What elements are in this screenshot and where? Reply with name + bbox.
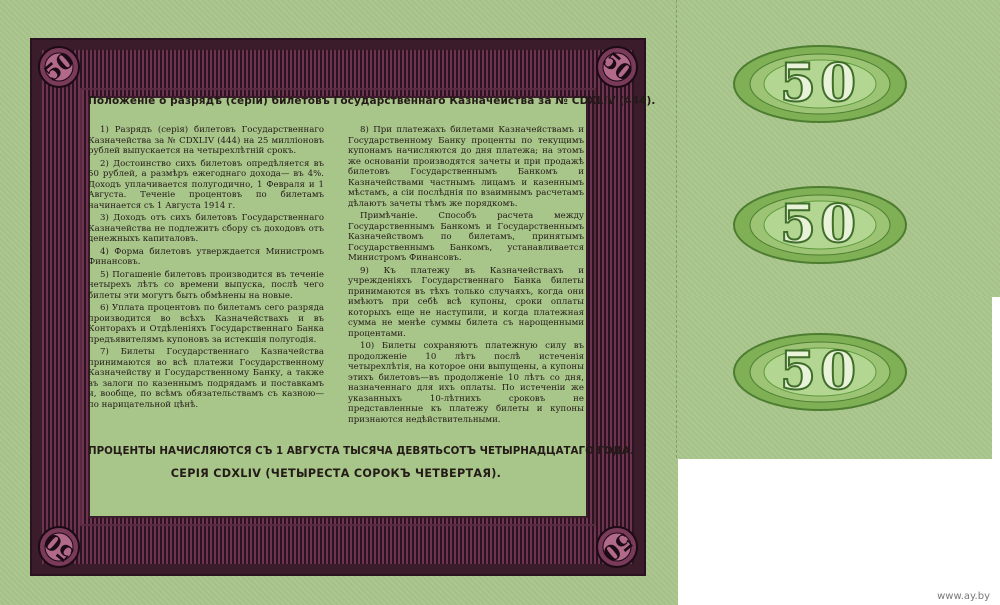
- regulation-paragraph: 2) Достоинство сихъ билетовъ опредѣляется въ 50 рублей, а размѣръ ежегоднаго дохода— въ 4%. Доходъ уплачивается полугодично, 1 Февраля и 1 Августа. Теченiе процентовъ по билетамъ начинается съ 1 Августа 1914 г.: [88, 158, 324, 211]
- regulation-paragraph: 5) Погашенiе билетовъ производится въ теченiе четырехъ лѣтъ со времени выпуска, послѣ чего билеты эти могутъ быть обмѣнены на новые.: [88, 269, 324, 301]
- regulation-paragraph: 6) Уплата процентовъ по билетамъ сего разряда производится во всѣхъ Казначействахъ и въ Конторахъ и Отдѣленiяхъ Государственнаго Банка предъявителямъ купоновъ за истекшiя полугодiя.: [88, 303, 324, 345]
- corner-value-bottom-right: 50: [592, 522, 642, 572]
- coupon-50-2: [731, 183, 909, 267]
- coupon-50-3: [731, 330, 909, 414]
- corner-value-top-left: 50: [34, 42, 84, 92]
- regulation-paragraph: 7) Билеты Государственнаго Казначейства принимаются во всѣ платежи Государственному Казначейству и Государственному Банку, а также въ залоги по казеннымъ подрядамъ и поставкамъ и, вообще, по всѣмъ обязательствамъ съ казною—по нарицательной цѣнѣ.: [88, 347, 324, 410]
- interest-start-line: ПРОЦЕНТЫ НАЧИСЛЯЮТСЯ СЪ 1 АВГУСТА ТЫСЯЧА ДЕВЯТЬСОТЪ ЧЕТЫРНАДЦАТАГО ГОДА.: [88, 445, 634, 457]
- perforation-line: [676, 0, 677, 458]
- regulation-paragraph: 10) Билеты сохраняютъ платежную силу въ продолженiе 10 лѣтъ послѣ истеченiя четырехлѣтiя, на которое они выпущены, а купоны этихъ билетовъ—въ продолженiе 10 лѣтъ со дня, назначеннаго для ихъ оплаты. По истеченiи же указанныхъ 10-лѣтнихъ сроковъ не представленные къ платежу билеты и купоны признаются недѣйствительными.: [348, 341, 584, 425]
- regulation-paragraph: 1) Разрядъ (серiя) билетовъ Государственнаго Казначейства за № CDXLIV (444) на 25 миллiоновъ рублей выпускается на четырехлѣтнiй срокъ.: [88, 125, 324, 156]
- regulation-text: [88, 95, 656, 535]
- coupon-value: 50: [779, 341, 861, 402]
- corner-value-bottom-left: 50: [34, 522, 84, 572]
- site-watermark: www.ay.by: [937, 591, 990, 602]
- regulation-left-column: [88, 125, 324, 427]
- regulation-paragraph: 3) Доходъ отъ сихъ билетовъ Государственнаго Казначейства не подлежитъ сбору съ доходовъ отъ денежныхъ капиталовъ.: [88, 213, 324, 244]
- regulation-paragraph: 4) Форма билетовъ утверждается Министромъ Финансовъ.: [88, 246, 324, 267]
- coupon-50-1: [731, 42, 909, 126]
- coupon-value: 50: [779, 194, 861, 255]
- regulation-columns: [88, 125, 584, 427]
- regulation-paragraph: 9) Къ платежу въ Казначействахъ и учрежденiяхъ Государственнаго Банка билеты принимаются въ тѣхъ только случаяхъ, когда они имѣютъ при себѣ всѣ купоны, сроки оплаты которыхъ еще не наступили, и когда платежная сумма не менѣе суммы билета съ нарощенными процентами.: [348, 265, 584, 339]
- series-line: СЕРIЯ CDXLIV (ЧЕТЫРЕСТА СОРОКЪ ЧЕТВЕРТАЯ).: [170, 467, 502, 480]
- regulation-paragraph: Примѣчанiе. Способъ расчета между Государственнымъ Банкомъ и Государственнымъ Казначействомъ по билетамъ, принятымъ Государственнымъ Банкомъ, устанавливается Министромъ Финансовъ.: [348, 211, 584, 263]
- coupon-value: 50: [779, 53, 861, 114]
- regulation-heading: Положенiе о разрядѣ (серiи) билетовъ Государственнаго Казначейства за № CDXLIV (444).: [88, 95, 656, 107]
- corner-value-top-right: 50: [592, 42, 642, 92]
- regulation-paragraph: 8) При платежахъ билетами Казначействамъ и Государственному Банку проценты по текущимъ купонамъ начисляются до дня платежа; на этомъ же основанiи производятся зачеты и при продажѣ билетовъ Государственнымъ Банкомъ и Казначействами частнымъ лицамъ и казеннымъ мѣстамъ, а сiи послѣднiя по взаимнымъ расчетамъ дѣлаютъ зачеты тѣмъ же порядкомъ.: [348, 125, 584, 209]
- regulation-right-column: [348, 125, 584, 427]
